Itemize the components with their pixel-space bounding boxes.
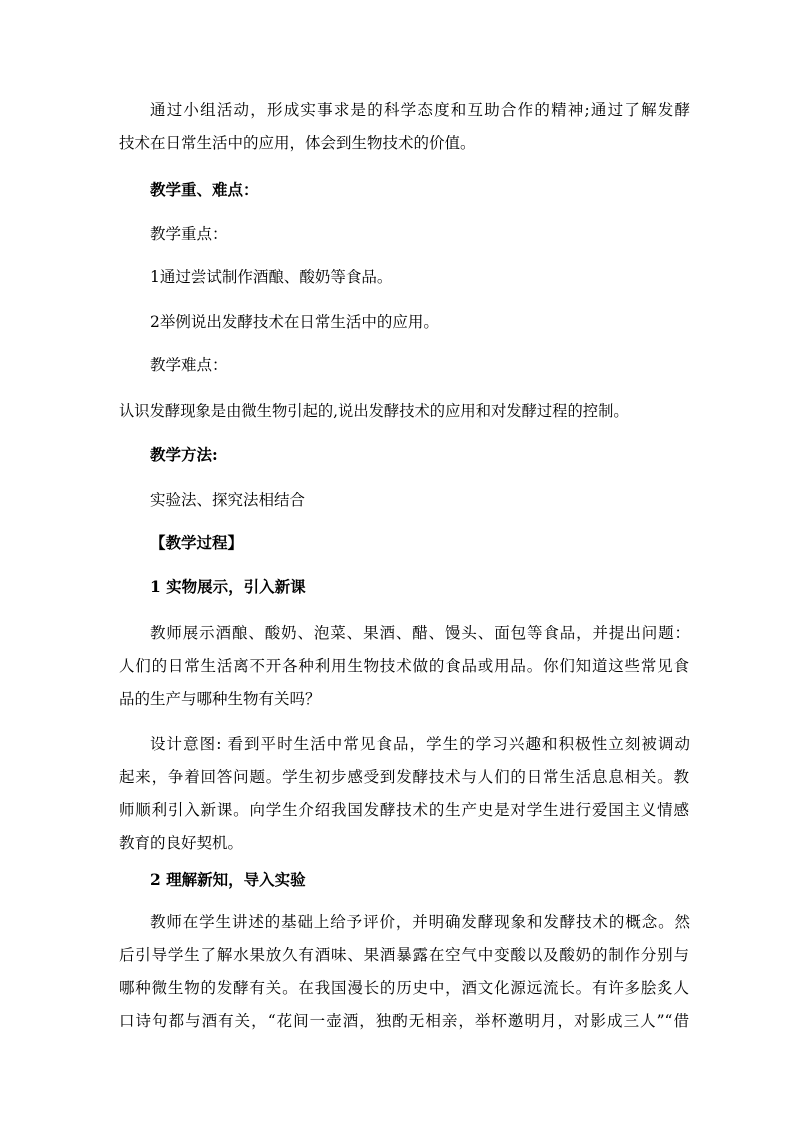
section-heading: 教学方法: <box>150 445 218 464</box>
list-item: 2举例说出发酵技术在日常生活中的应用。 <box>150 313 439 331</box>
paragraph-line: 起来，争着回答问题。学生初步感受到发酵技术与人们的日常生活息息相关。教 <box>119 768 689 786</box>
paragraph-line: 认识发酵现象是由微生物引起的,说出发酵技术的应用和对发酵过程的控制。 <box>119 402 629 420</box>
paragraph-line: 教师在学生讲述的基础上给予评价，并明确发酵现象和发酵技术的概念。然 <box>150 913 690 931</box>
section-heading: 教学重、难点： <box>150 180 259 199</box>
paragraph-line: 后引导学生了解水果放久有酒味、果酒暴露在空气中变酸以及酸奶的制作分别与 <box>119 946 689 964</box>
paragraph-line: 哪种微生物的发酵有关。在我国漫长的历史中，酒文化源远流长。有许多脍炙人 <box>119 979 689 997</box>
paragraph-line: 设计意图: 看到平时生活中常见食品，学生的学习兴趣和积极性立刻被调动 <box>150 735 690 753</box>
list-item: 1通过尝试制作酒酿、酸奶等食品。 <box>150 268 393 286</box>
paragraph-line: 教育的良好契机。 <box>119 834 244 852</box>
paragraph-line: 人们的日常生活离不开各种利用生物技术做的食品或用品。你们知道这些常见食 <box>119 657 689 675</box>
subheading: 教学难点： <box>150 356 228 374</box>
paragraph-line: 教师展示酒酿、酸奶、泡菜、果酒、醋、馒头、面包等食品，并提出问题： <box>150 624 690 642</box>
section-heading: 2 理解新知，导入实验 <box>150 870 306 889</box>
paragraph-line: 口诗句都与酒有关，“花间一壶酒，独酌无相亲，举杯邀明月，对影成三人”“借 <box>119 1012 689 1030</box>
section-heading: 1 实物展示，引入新课 <box>150 577 306 596</box>
paragraph-line: 通过小组活动，形成实事求是的科学态度和互助合作的精神;通过了解发酵 <box>150 101 690 119</box>
section-heading: 【教学过程】 <box>150 533 244 552</box>
paragraph-line: 师顺利引入新课。向学生介绍我国发酵技术的生产史是对学生进行爱国主义情感 <box>119 801 689 819</box>
paragraph-line: 品的生产与哪种生物有关吗？ <box>119 690 321 708</box>
paragraph-line: 实验法、探究法相结合 <box>150 491 306 509</box>
subheading: 教学重点： <box>150 225 228 243</box>
paragraph-line: 技术在日常生活中的应用，体会到生物技术的价值。 <box>119 134 476 152</box>
